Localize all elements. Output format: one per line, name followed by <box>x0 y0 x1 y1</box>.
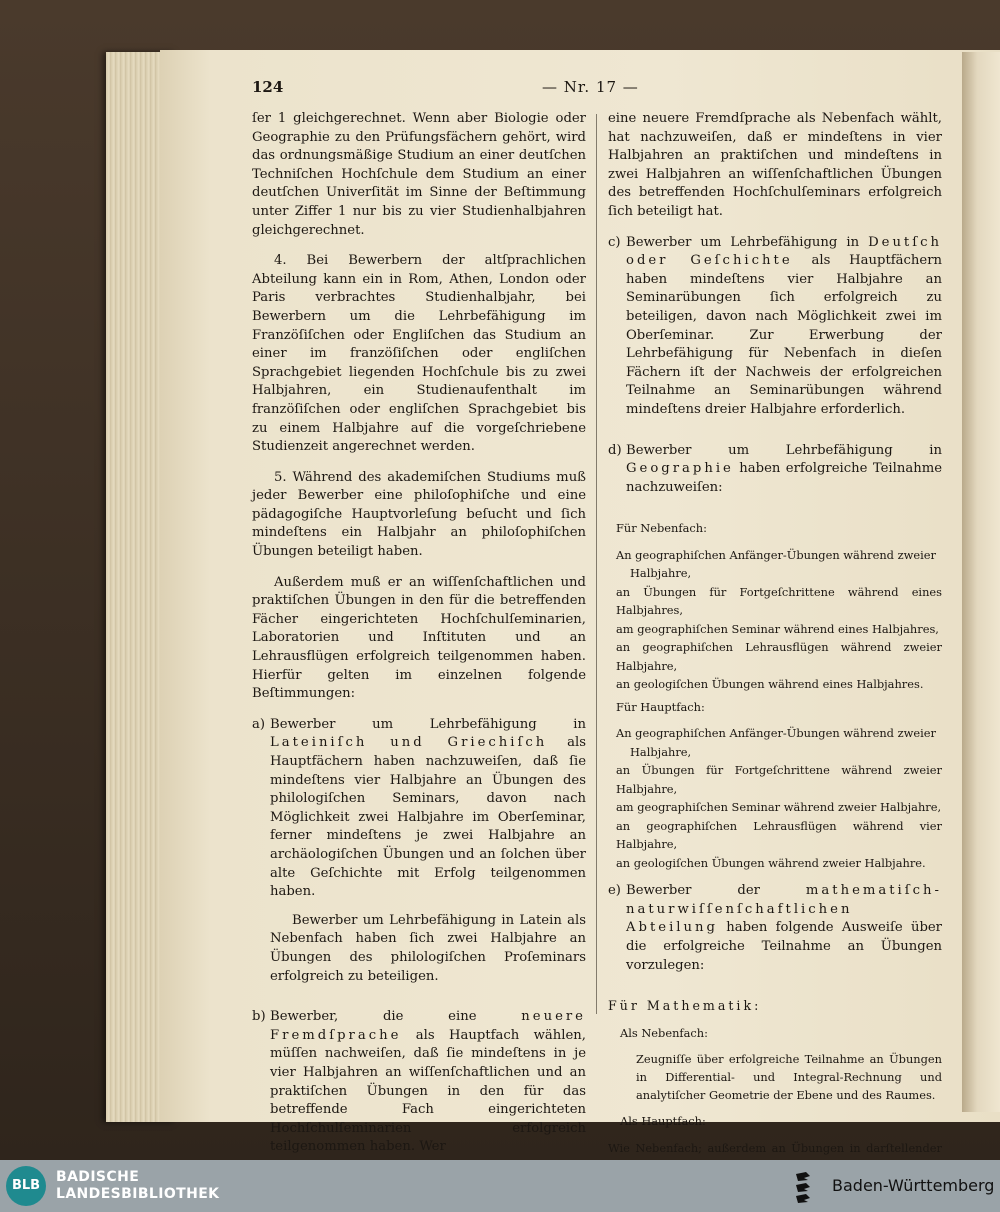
list-item: am geographiſchen Seminar während eines Halbjahres, <box>616 621 939 636</box>
list-item: an geologiſchen Übungen während eines Halbjahres. <box>616 677 924 692</box>
facing-page-edge <box>962 52 1000 1112</box>
item-b <box>252 1008 586 1160</box>
item-a <box>252 716 586 996</box>
list-item: an geographiſchen Lehrausflügen während vier Halbjahre, <box>616 818 942 852</box>
list-text: An geographiſchen Anfänger-Übungen während zweier <box>616 547 936 562</box>
spaced-term: Lateiniſch und Griechiſch <box>270 735 548 751</box>
page-number: 124 <box>252 78 284 96</box>
item-text <box>626 234 942 420</box>
running-head: — Nr. 17 — <box>542 78 639 96</box>
state-name: Baden-Württemberg <box>832 1176 995 1195</box>
spaced-term: mathematiſch-naturwiſſenſchaftlichen Abteilung <box>626 883 942 936</box>
item-label: b) <box>252 1009 266 1025</box>
subheading-hauptfach: Für Hauptfach: <box>616 699 705 714</box>
paragraph-4: 4. Bei Bewerbern der altſprachlichen Abteilung kann ein in Rom, Athen, London oder Paris verbrachtes Studienhalbjahr, bei Bewerbern um die Lehrbefähigung im Franzöſiſchen oder Engliſchen das Studium an einer im franzöſiſchen oder engliſchen Sprachgebiet liegenden Hochſchule bis zu zwei Halbjahren, ein Studienaufenthalt im franzöſiſchen oder engliſchen Sprachgebiet bis zu einem Halbjahre auf die vorgeſchriebene Studienzeit angerechnet werden. <box>252 253 586 455</box>
text-run: haben folgende Ausweiſe über die erfolgreiche Teilnahme an Übungen vorzulegen: <box>626 920 942 973</box>
library-name <box>56 1169 219 1203</box>
list-text-continued: Halbjahre, <box>630 566 692 581</box>
item-label: c) <box>608 234 621 250</box>
list-item: an Übungen für Fortgeſchrittene während eines Halbjahres, <box>616 584 942 618</box>
list-item: an geologiſchen Übungen während zweier Halbjahre. <box>616 855 926 870</box>
item-label: e) <box>608 883 621 899</box>
item-body <box>270 1008 586 1160</box>
paragraph: ſer 1 gleichgerechnet. Wenn aber Biologie oder Geographie zu den Prüfungsfächern gehört, wird das ordnungsmäßige Studium an einer deutſchen Techniſchen Hochſchule dem Studium an einer deutſchen Univerſität im Sinne der Beſtimmung unter Ziffer 1 nur bis zu vier Studienhalbjahren gleichgerechnet. <box>252 111 586 238</box>
text-run: als Hauptfächern haben nachzuweiſen, daß ſie mindeſtens vier Halbjahre an Übungen des philologiſchen Seminars, davon nach Möglichkeit zwei Halbjahre im Oberſeminar, ferner mindeſtens je zwei Halbjahre an archäologiſchen Übungen und an ſolchen über alte Geſchichte mit Erfolg teilgenommen haben. <box>270 735 586 900</box>
state-lions-icon <box>792 1168 822 1204</box>
spaced-term: Deutſch oder Geſchichte <box>626 234 942 269</box>
item-d <box>608 442 942 508</box>
math-hauptfach-text: Wie Nebenfach; außerdem an Übungen in darſtellender <box>608 1141 942 1156</box>
text-run: Bewerber um Lehrbefähigung in <box>270 716 586 732</box>
library-name-line1: BADISCHE <box>56 1169 140 1185</box>
item-body <box>270 716 586 996</box>
left-column <box>252 110 586 1160</box>
item-label: d) <box>608 442 622 458</box>
library-name-line2: LANDESBIBLIOTHEK <box>56 1186 220 1202</box>
item-text <box>270 716 586 902</box>
list-text: An geographiſchen Anfänger-Übungen während zweier <box>616 726 936 741</box>
footer-bar <box>0 1160 1000 1212</box>
text-run: Bewerber um Lehrbefähigung in <box>626 442 942 458</box>
blb-logo[interactable]: BLB <box>6 1166 46 1206</box>
list-text-continued: Halbjahre, <box>630 744 692 759</box>
item-text <box>626 442 942 498</box>
math-title: Für Mathematik: <box>608 998 762 1014</box>
text-run: als Hauptfach wählen, müſſen nachweiſen, daß ſie mindeſtens in je vier Halbjahren an wiſſenſchaftlichen und an praktiſchen Übungen in den für das betreffende Fach eingerichteten Hochſchulſeminarien erfolgreich teilgenommen haben. Wer <box>270 1027 586 1155</box>
item-text <box>270 1008 586 1157</box>
paragraph-requirements: Außerdem muß er an wiſſenſchaftlichen und praktiſchen Übungen in den für die betreffenden Fächer eingerichteten Hochſchulſeminarien, Laboratorien und Inſtituten und an Lehrausflügen erfolgreich teilgenommen haben. Hierfür gelten im einzelnen folgende Beſtimmungen: <box>252 574 586 702</box>
list-item: an Übungen für Fortgeſchrittene während zweier Halbjahre, <box>616 763 942 796</box>
text-run: als Hauptfächern haben mindeſtens vier Halbjahre an Seminarübungen ſich erfolgreich zu beteiligen, davon nach Möglichkeit zwei im Oberſeminar. Zur Erwerbung der Lehrbefähigung für Nebenfach in dieſen Fächern iſt der Nachweis der erfolgreichen Teilnahme an Seminarübungen während mindeſtens dreier Halbjahre erforderlich. <box>626 253 942 417</box>
math-nebenfach-heading: Als Nebenfach: <box>620 1025 708 1040</box>
math-hauptfach-heading: Als Hauptfach: <box>620 1114 706 1129</box>
item-e <box>608 882 942 985</box>
spaced-term: neuere Fremdſprache <box>270 1009 586 1043</box>
item-c <box>608 234 942 430</box>
math-nebenfach-text: Zeugniſſe über erfolgreiche Teilnahme an Übungen in Differential- und Integral-Rechnung und analytiſcher Geometrie der Ebene und des Raumes. <box>636 1052 942 1103</box>
item-body <box>626 882 942 985</box>
page-header <box>252 78 942 104</box>
text-run: Bewerber um Lehrbefähigung in <box>626 234 869 250</box>
mathematics-requirements <box>608 997 942 1160</box>
text-run: haben erfolgreiche Teilnahme nachzuweiſen: <box>626 461 942 495</box>
list-item <box>608 546 942 583</box>
right-column <box>608 110 942 1160</box>
item-body <box>626 234 942 430</box>
paragraph: eine neuere Fremdſprache als Nebenfach wählt, hat nachzuweiſen, daß er mindeſtens in vier Halbjahren an praktiſchen und mindeſtens in zwei Halbjahren an wiſſenſchaftlichen Übungen des betreffenden Hochſchulſeminars erfolgreich ſich beteiligt hat. <box>608 111 942 219</box>
item-subparagraph: Bewerber um Lehrbefähigung in Latein als Nebenfach haben ſich zwei Halbjahre an Übungen des philologiſchen Proſeminars erfolgreich zu beteiligen. <box>270 912 586 984</box>
column-divider <box>596 114 597 1014</box>
item-body <box>626 442 942 508</box>
paragraph-5: 5. Während des akademiſchen Studiums muß jeder Bewerber eine philoſophiſche und eine pädagogiſche Hauptvorleſung beſucht und ſich mindeſtens ein Halbjahr an philoſophiſchen Übungen beteiligt haben. <box>252 469 586 560</box>
list-item <box>608 724 942 761</box>
item-label: a) <box>252 716 266 732</box>
item-text <box>626 882 942 975</box>
geography-requirements <box>608 519 942 872</box>
subheading-nebenfach: Für Nebenfach: <box>616 521 707 536</box>
text-run: Bewerber der <box>626 883 806 899</box>
spaced-term: Geographie <box>626 461 734 477</box>
list-item: am geographiſchen Seminar während zweier Halbjahre, <box>616 800 942 815</box>
text-run: Bewerber, die eine <box>270 1009 522 1025</box>
list-item: an geographiſchen Lehrausflügen während zweier Halbjahre, <box>616 640 942 673</box>
